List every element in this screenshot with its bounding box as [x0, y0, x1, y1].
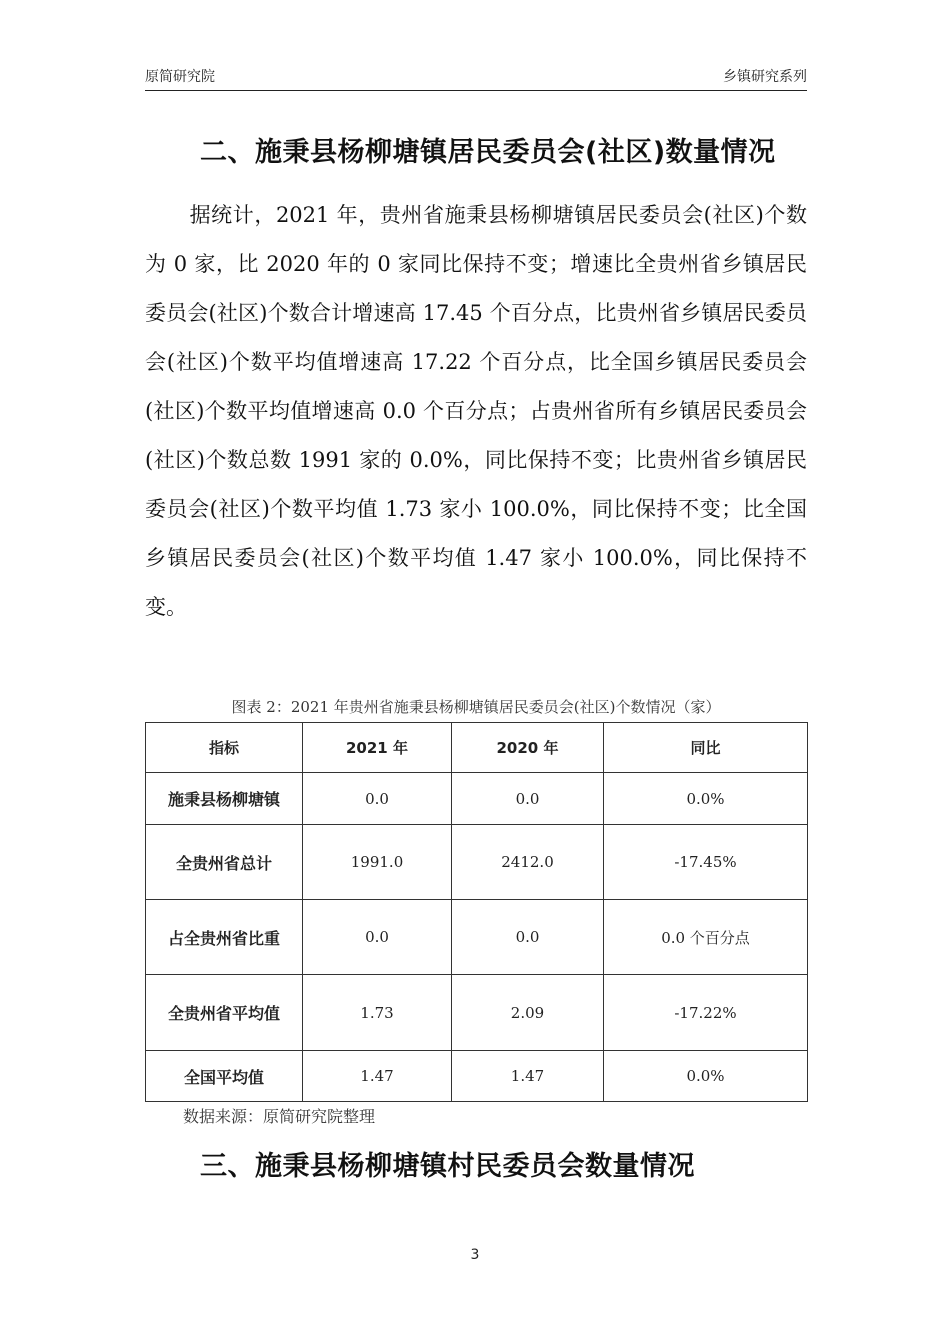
table-header-row — [146, 723, 808, 773]
cell-2020: 1.47 — [452, 1051, 604, 1102]
section-2-paragraph — [145, 191, 807, 632]
column-header-indicator: 指标 — [146, 723, 303, 773]
table-row — [146, 1051, 808, 1102]
section-2-paragraph-text: 据统计，2021 年，贵州省施秉县杨柳塘镇居民委员会(社区)个数为 0 家，比 2020 年的 0 家同比保持不变；增速比全贵州省乡镇居民委员会(社区)个数合计增速高 17.45 个百分点，比贵州省乡镇居民委员会(社区)个数平均值增速高 17.22 个百分点，比全国乡镇居民委员会(社区)个数平均值增速高 0.0 个百分点；占贵州省所有乡镇居民委员会(社区)个数总数 1991 家的 0.0%，同比保持不变；比贵州省乡镇居民委员会(社区)个数平均值 1.73 家小 100.0%，同比保持不变；比全国乡镇居民委员会(社区)个数平均值 1.47 家小 100.0%，同比保持不变。 — [145, 203, 807, 619]
cell-yoy: -17.45% — [604, 825, 808, 900]
cell-2020: 2.09 — [452, 975, 604, 1051]
row-label: 全贵州省总计 — [146, 825, 303, 900]
cell-yoy: 0.0% — [604, 1051, 808, 1102]
cell-yoy: 0.0% — [604, 773, 808, 825]
cell-2021: 1991.0 — [303, 825, 452, 900]
data-table — [145, 722, 808, 1102]
cell-yoy: -17.22% — [604, 975, 808, 1051]
page-number: 3 — [470, 1247, 480, 1263]
section-2-title: 二、施秉县杨柳塘镇居民委员会(社区)数量情况 — [200, 137, 776, 168]
row-label: 全贵州省平均值 — [146, 975, 303, 1051]
cell-yoy: 0.0 个百分点 — [604, 900, 808, 975]
header-org-name: 原简研究院 — [145, 69, 215, 85]
column-header-2020: 2020 年 — [452, 723, 604, 773]
cell-2021: 0.0 — [303, 773, 452, 825]
cell-2021: 1.47 — [303, 1051, 452, 1102]
row-label: 占全贵州省比重 — [146, 900, 303, 975]
table-row — [146, 825, 808, 900]
cell-2020: 0.0 — [452, 773, 604, 825]
cell-2020: 0.0 — [452, 900, 604, 975]
table-row — [146, 975, 808, 1051]
header-series-name: 乡镇研究系列 — [723, 69, 807, 85]
column-header-2021: 2021 年 — [303, 723, 452, 773]
column-header-yoy: 同比 — [604, 723, 808, 773]
section-3-title: 三、施秉县杨柳塘镇村民委员会数量情况 — [200, 1151, 695, 1182]
cell-2020: 2412.0 — [452, 825, 604, 900]
cell-2021: 0.0 — [303, 900, 452, 975]
row-label: 全国平均值 — [146, 1051, 303, 1102]
cell-2021: 1.73 — [303, 975, 452, 1051]
data-source-note: 数据来源：原简研究院整理 — [183, 1107, 376, 1126]
table-row — [146, 773, 808, 825]
row-label: 施秉县杨柳塘镇 — [146, 773, 303, 825]
table-caption: 图表 2：2021 年贵州省施秉县杨柳塘镇居民委员会(社区)个数情况（家） — [231, 698, 721, 716]
page-header — [145, 66, 807, 91]
table-row — [146, 900, 808, 975]
